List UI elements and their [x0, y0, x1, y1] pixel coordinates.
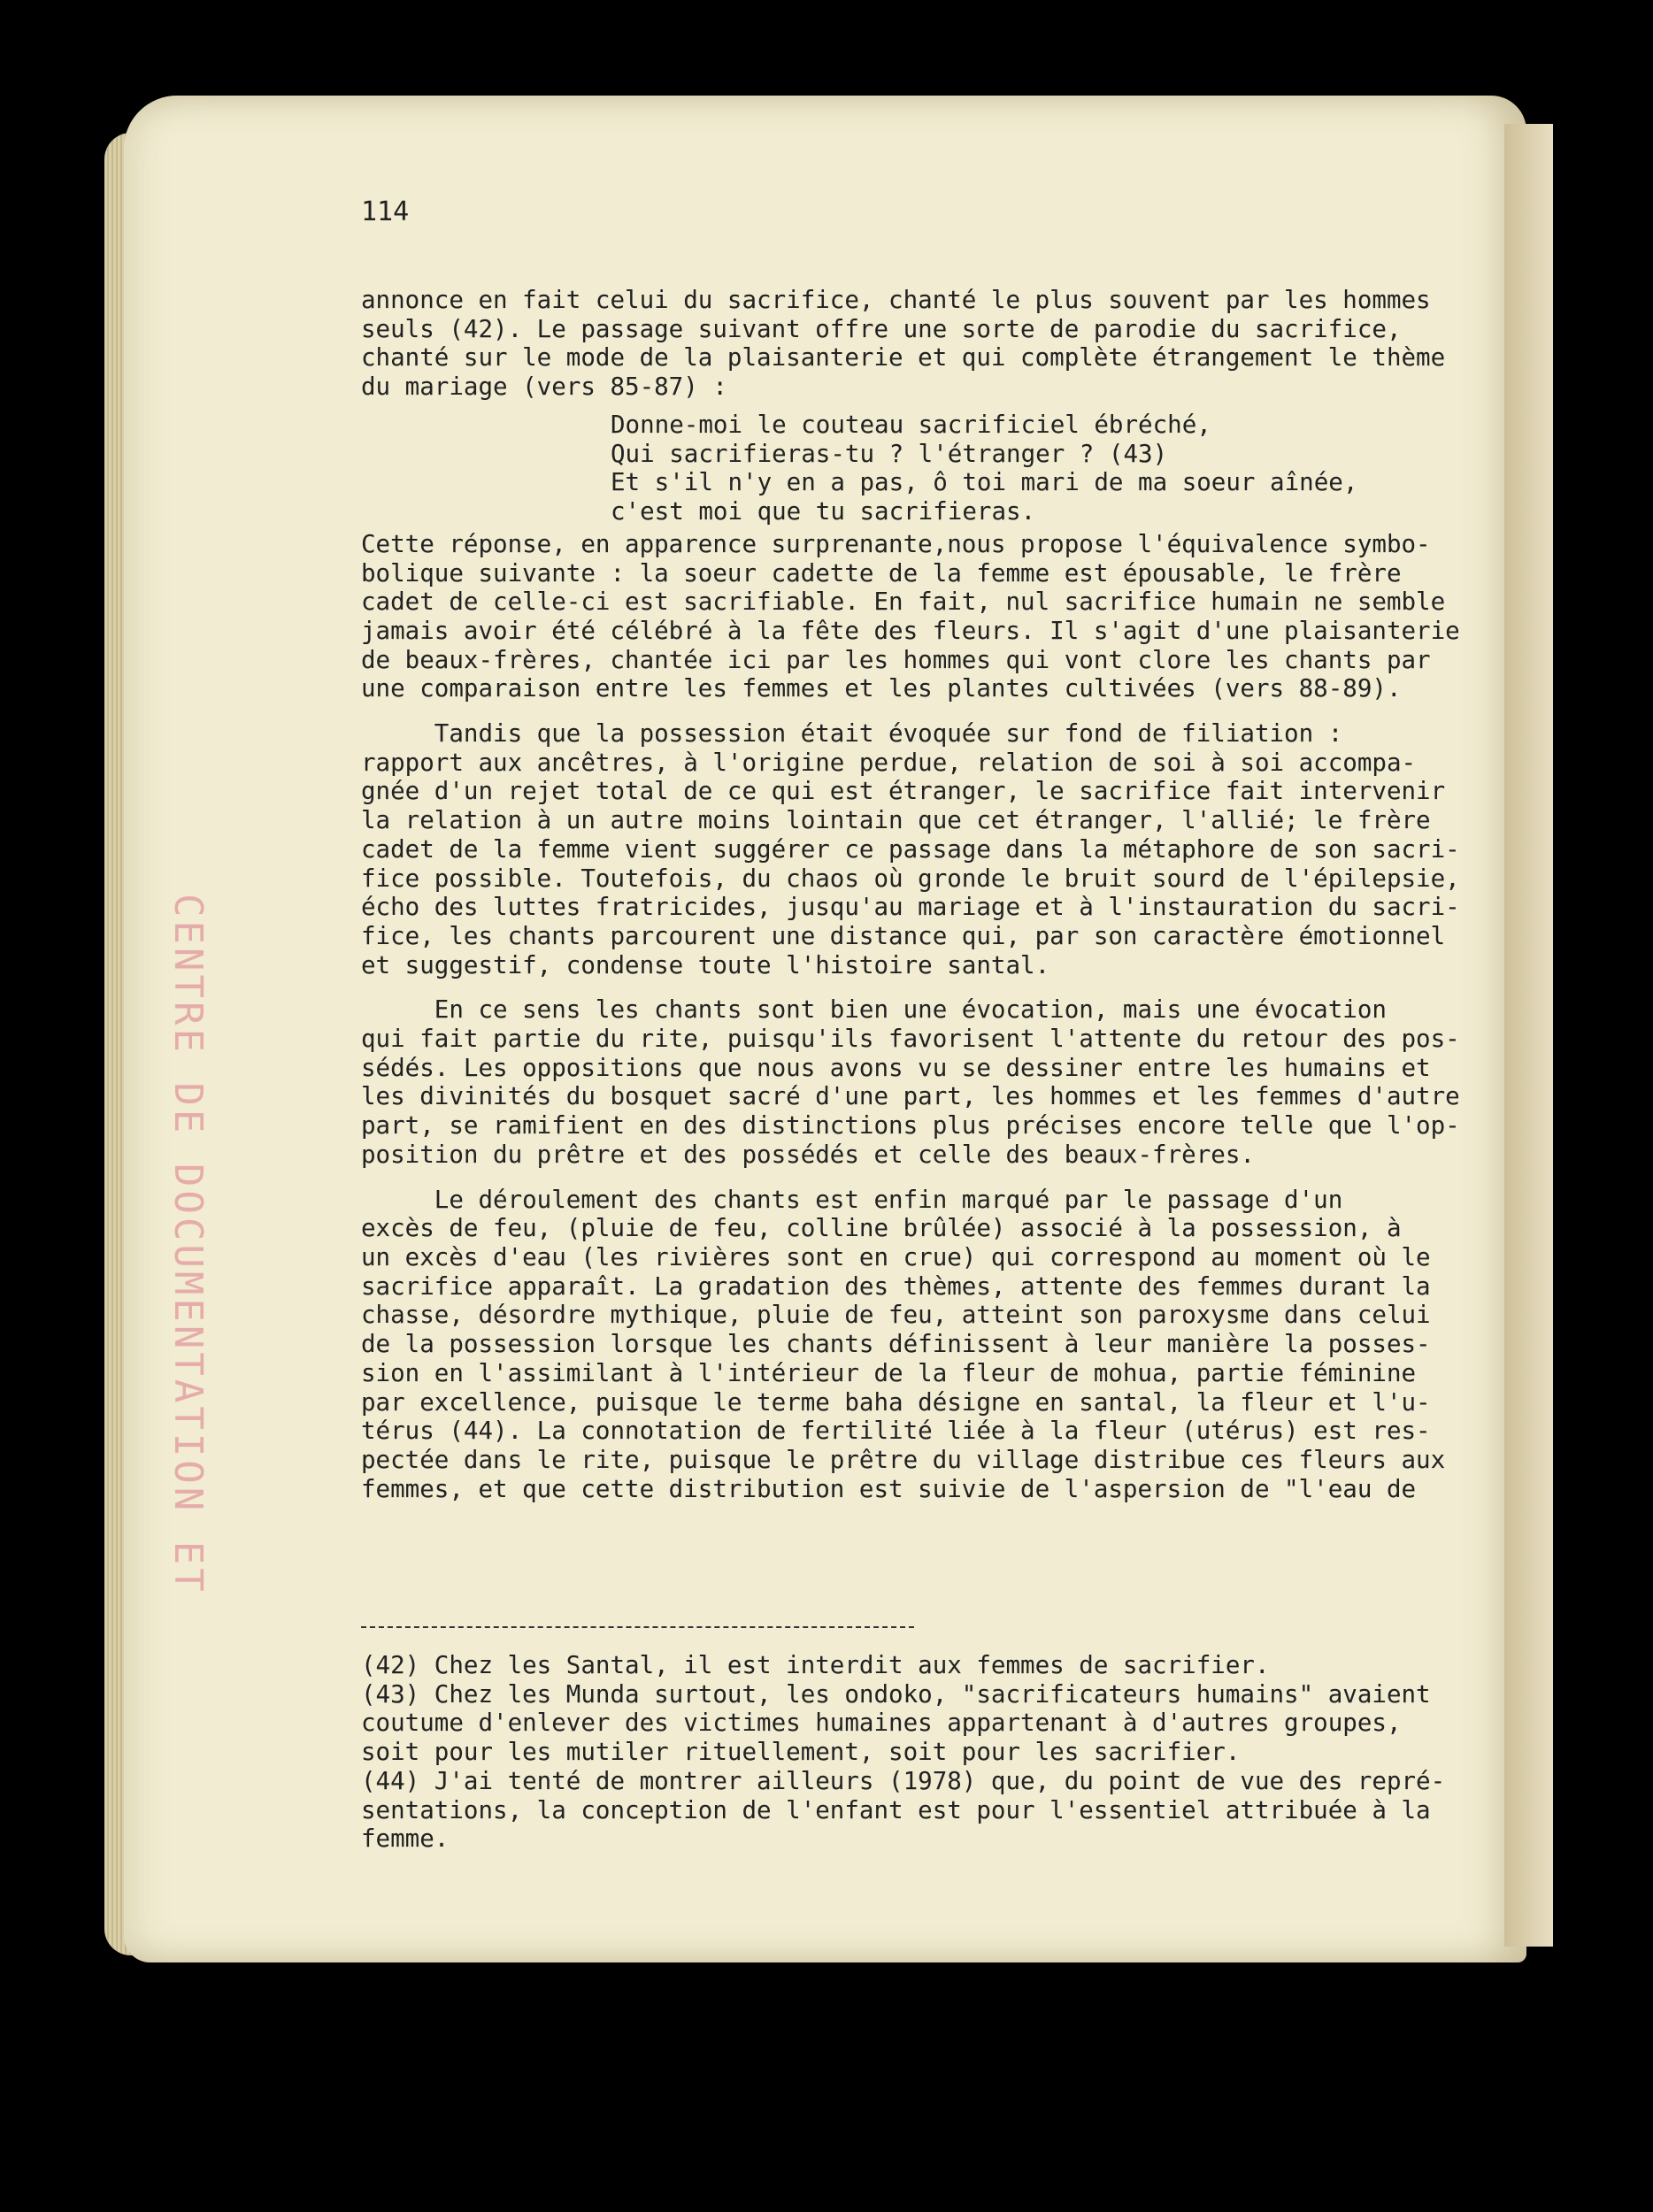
text-line: cadet de celle-ci est sacrifiable. En fait, nul sacrifice humain ne semble — [361, 588, 1446, 617]
text-line: les divinités du bosquet sacré d'une part, les hommes et les femmes d'autre — [361, 1082, 1460, 1111]
verse-line: c'est moi que tu sacrifieras. — [611, 497, 1036, 526]
footnote-line: femme. — [361, 1824, 450, 1854]
footnote-line: coutume d'enlever des victimes humaines appartenant à d'autres groupes, — [361, 1709, 1402, 1738]
text-line: de la possession lorsque les chants définissent à leur manière la posses- — [361, 1330, 1431, 1359]
facing-page-edge — [1504, 124, 1553, 1947]
text-line: gnée d'un rejet total de ce qui est étranger, le sacrifice fait intervenir — [361, 777, 1446, 806]
stamp-text: CENTRE DE DOCUMENTATION ET — [165, 894, 211, 1595]
text-line: la relation à un autre moins lointain que cet étranger, l'allié; le frère — [361, 806, 1431, 835]
text-line: Tandis que la possession était évoquée sur fond de filiation : — [361, 719, 1343, 749]
text-line: du mariage (vers 85-87) : — [361, 373, 727, 402]
text-line: cadet de la femme vient suggérer ce passage dans la métaphore de son sacri- — [361, 834, 1460, 864]
footnote-line: (43) Chez les Munda surtout, les ondoko, "sacrificateurs humains" avaient — [361, 1679, 1431, 1709]
text-line: qui fait partie du rite, puisqu'ils favorisent l'attente du retour des pos- — [361, 1025, 1460, 1054]
text-line: un excès d'eau (les rivières sont en crue) qui correspond au moment où le — [361, 1242, 1431, 1271]
text-line: une comparaison entre les femmes et les plantes cultivées (vers 88-89). — [361, 674, 1402, 703]
text-line: femmes, et que cette distribution est suivie de l'aspersion de "l'eau de — [361, 1474, 1417, 1503]
library-stamp — [166, 894, 219, 1690]
text-line: chasse, désordre mythique, pluie de feu, atteint son paroxysme dans celui — [361, 1301, 1431, 1330]
text-line: seuls (42). Le passage suivant offre une sorte de parodie du sacrifice, — [361, 314, 1402, 343]
text-line: térus (44). La connotation de fertilité liée à la fleur (utérus) est res- — [361, 1417, 1431, 1446]
verse-quote — [611, 411, 1357, 526]
verse-line: Et s'il n'y en a pas, ô toi mari de ma soeur aînée, — [611, 468, 1358, 497]
text-line: annonce en fait celui du sacrifice, chanté le plus souvent par les hommes — [361, 286, 1431, 314]
text-line: rapport aux ancêtres, à l'origine perdue, relation de soi à soi accompa- — [361, 748, 1417, 777]
verse-line: Donne-moi le couteau sacrificiel ébréché, — [611, 411, 1211, 439]
footnote-divider — [361, 1626, 914, 1628]
footnotes — [361, 1651, 1445, 1854]
text-line: pectée dans le rite, puisque le prêtre du village distribue ces fleurs aux — [361, 1445, 1446, 1474]
text-line: et suggestif, condense toute l'histoire santal. — [361, 950, 1050, 979]
text-line: En ce sens les chants sont bien une évocation, mais une évocation — [361, 995, 1387, 1025]
page-number: 114 — [361, 196, 410, 227]
text-line: position du prêtre et des possédés et celle des beaux-frères. — [361, 1140, 1255, 1169]
text-line: écho des luttes fratricides, jusqu'au mariage et à l'instauration du sacri- — [361, 893, 1460, 922]
text-line: excès de feu, (pluie de feu, colline brûlée) associé à la possession, à — [361, 1214, 1402, 1243]
text-line: chanté sur le mode de la plaisanterie et qui complète étrangement le thème — [361, 343, 1446, 373]
text-line: sédés. Les oppositions que nous avons vu se dessiner entre les humains et — [361, 1053, 1431, 1082]
text-line: Cette réponse, en apparence surprenante,nous propose l'équivalence symbo- — [361, 529, 1431, 558]
footnote-line: (42) Chez les Santal, il est interdit aux femmes de sacrifier. — [361, 1651, 1270, 1679]
text-line: par excellence, puisque le terme baha désigne en santal, la fleur et l'u- — [361, 1387, 1431, 1417]
text-line: sion en l'assimilant à l'intérieur de la fleur de mohua, partie féminine — [361, 1358, 1417, 1387]
text-line: Le déroulement des chants est enfin marqué par le passage d'un — [361, 1185, 1343, 1214]
text-line: fice possible. Toutefois, du chaos où gronde le bruit sourd de l'épilepsie, — [361, 864, 1460, 893]
verse-line: Qui sacrifieras-tu ? l'étranger ? (43) — [611, 439, 1168, 468]
text-line: fice, les chants parcourent une distance qui, par son caractère émotionnel — [361, 921, 1446, 950]
text-line: part, se ramifient en des distinctions plus précises encore telle que l'op- — [361, 1111, 1460, 1141]
text-line: sacrifice apparaît. La gradation des thèmes, attente des femmes durant la — [361, 1271, 1431, 1301]
text-line: bolique suivante : la soeur cadette de la femme est épousable, le frère — [361, 558, 1402, 588]
text-line: de beaux-frères, chantée ici par les hommes qui vont clore les chants par — [361, 645, 1431, 674]
footnote-line: (44) J'ai tenté de montrer ailleurs (1978) que, du point de vue des repré- — [361, 1766, 1446, 1795]
footnote-line: soit pour les mutiler rituellement, soit pour les sacrifier. — [361, 1738, 1241, 1767]
text-line: jamais avoir été célébré à la fête des fleurs. Il s'agit d'une plaisanterie — [361, 616, 1460, 645]
footnote-line: sentations, la conception de l'enfant est pour l'essentiel attribuée à la — [361, 1795, 1431, 1824]
